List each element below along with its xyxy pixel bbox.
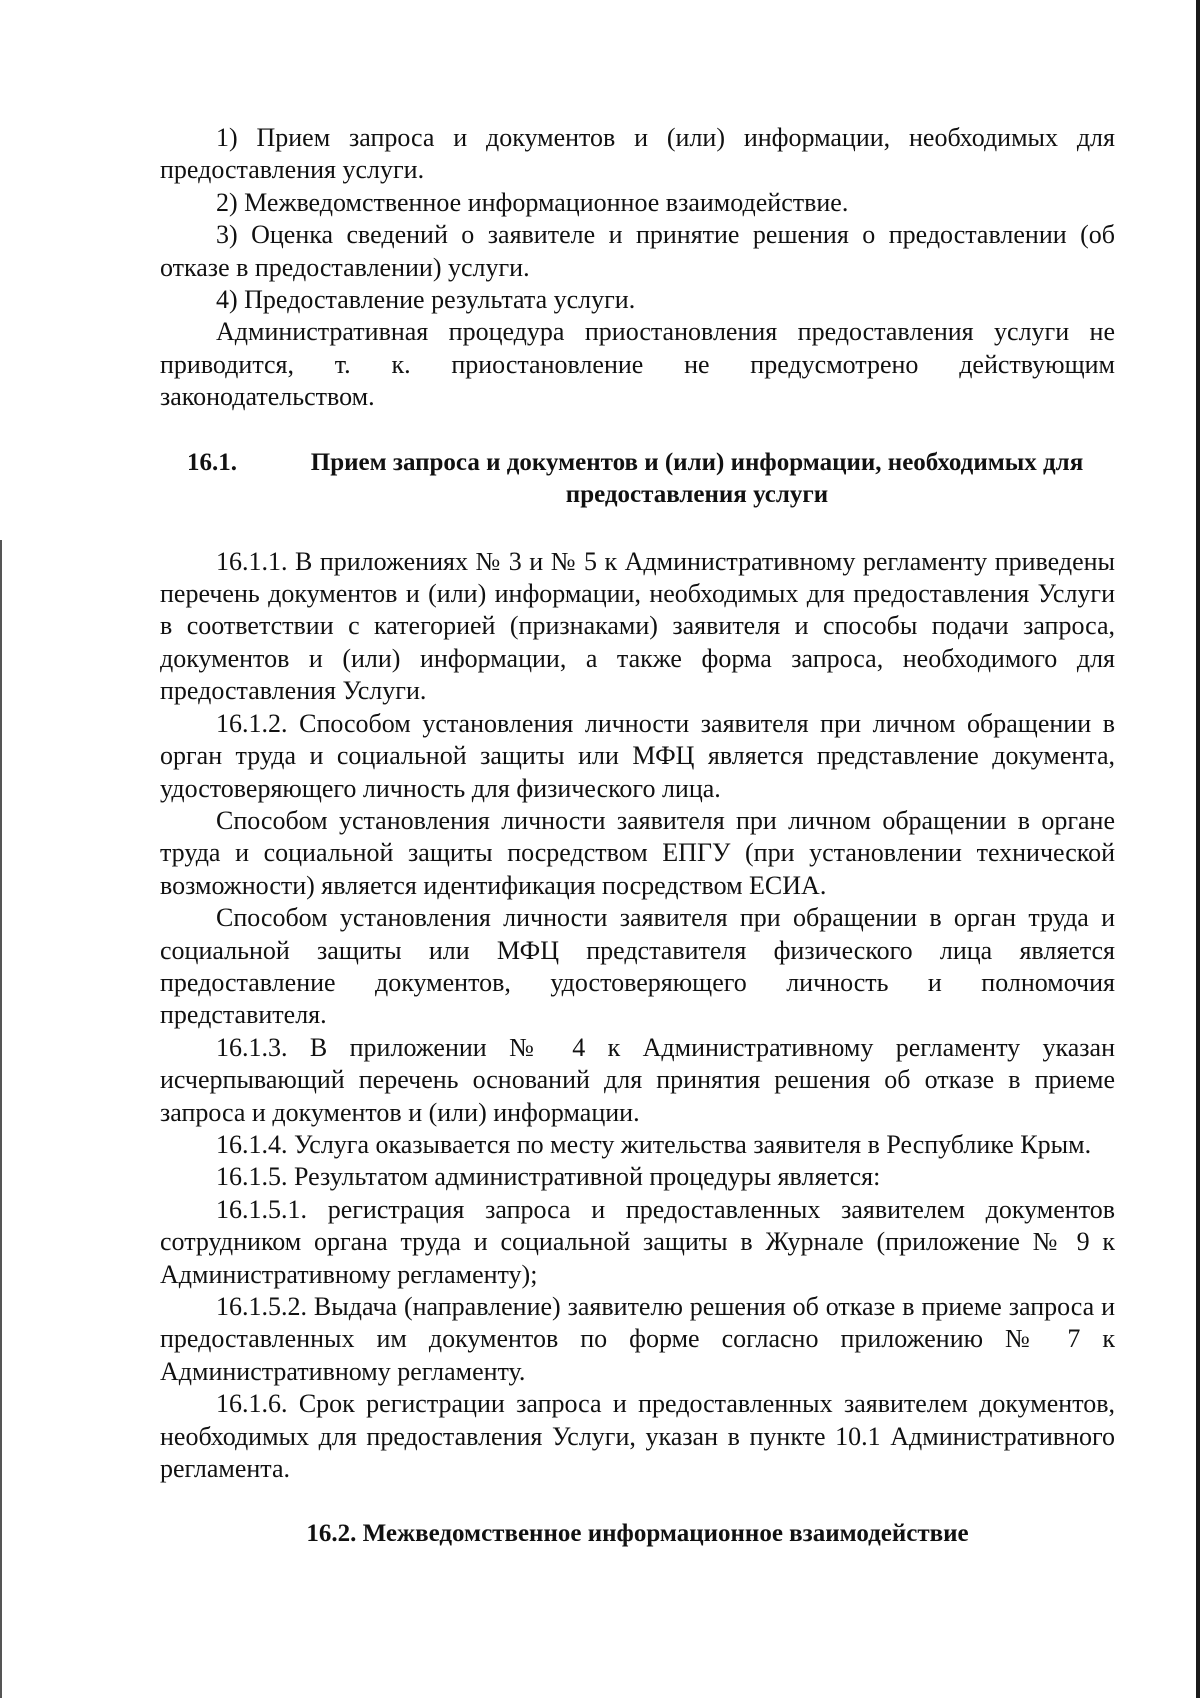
paragraph-step-3: 3) Оценка сведений о заявителе и принятие решения о предоставлении (об отказе в предоставлении) услуги. xyxy=(160,220,1115,282)
paragraph-suspension-note: Административная процедура приостановления предоставления услуги не приводится, т. к. приостановление не предусмотрено действующим законодательством. xyxy=(160,317,1115,412)
document-page xyxy=(160,122,1115,1550)
section-number: 16.1. xyxy=(187,448,237,476)
paragraph-16-1-5-1: 16.1.5.1. регистрация запроса и предоставленных заявителем документов сотрудником органа труда и социальной защиты в Журнале (приложение № 9 к Административному регламенту); xyxy=(160,1194,1115,1289)
section-heading-16-2: 16.2. Межведомственное информационное взаимодействие xyxy=(306,1520,969,1548)
paragraph-identity-epgu: Способом установления личности заявителя при личном обращении в органе труда и социальной защиты посредством ЕПГУ (при установлении технической возможности) является идентификация посредством ЕСИА. xyxy=(160,805,1115,900)
paragraph-16-1-6: 16.1.6. Срок регистрации запроса и предоставленных заявителем документов, необходимых для предоставления Услуги, указан в пункте 10.1 Административного регламента. xyxy=(160,1389,1115,1484)
paragraph-step-2: 2) Межведомственное информационное взаимодействие. xyxy=(216,187,849,217)
paragraph-step-1: 1) Прием запроса и документов и (или) информации, необходимых для предоставления услуги. xyxy=(160,123,1115,185)
paragraph-identity-representative: Способом установления личности заявителя при обращении в орган труда и социальной защиты или МФЦ представителя физического лица является предоставление документов, удостоверяющего личность и полномочия представителя. xyxy=(160,903,1115,1030)
paragraph-16-1-5-2: 16.1.5.2. Выдача (направление) заявителю решения об отказе в приеме запроса и предоставленных им документов по форме согласно приложению № 7 к Административному регламенту. xyxy=(160,1292,1115,1386)
section-title: Прием запроса и документов и (или) информации, необходимых для предоставления услуги xyxy=(310,448,1084,508)
scan-edge-right xyxy=(1196,0,1200,1698)
paragraph-16-1-5: 16.1.5. Результатом административной процедуры является: xyxy=(216,1162,881,1192)
paragraph-step-4: 4) Предоставление результата услуги. xyxy=(216,285,636,315)
paragraph-16-1-1: 16.1.1. В приложениях № 3 и № 5 к Административному регламенту приведены перечень документов и (или) информации, необходимых для предоставления Услуги в соответствии с категорией (признаками) заявителя и способы подачи запроса, документов и (или) информации, а также форма запроса, необходимого для предоставления Услуги. xyxy=(160,546,1115,706)
section-heading-16-1 xyxy=(160,447,1115,511)
paragraph-16-1-3: 16.1.3. В приложении № 4 к Административному регламенту указан исчерпывающий перечень оснований для принятия решения об отказе в приеме запроса и документов и (или) информации. xyxy=(160,1032,1115,1127)
paragraph-16-1-2: 16.1.2. Способом установления личности заявителя при личном обращении в орган труда и социальной защиты или МФЦ является представление документа, удостоверяющего личность для физического лица. xyxy=(160,708,1115,803)
paragraph-16-1-4: 16.1.4. Услуга оказывается по месту жительства заявителя в Республике Крым. xyxy=(216,1129,1092,1159)
scan-edge-left xyxy=(0,540,2,1698)
